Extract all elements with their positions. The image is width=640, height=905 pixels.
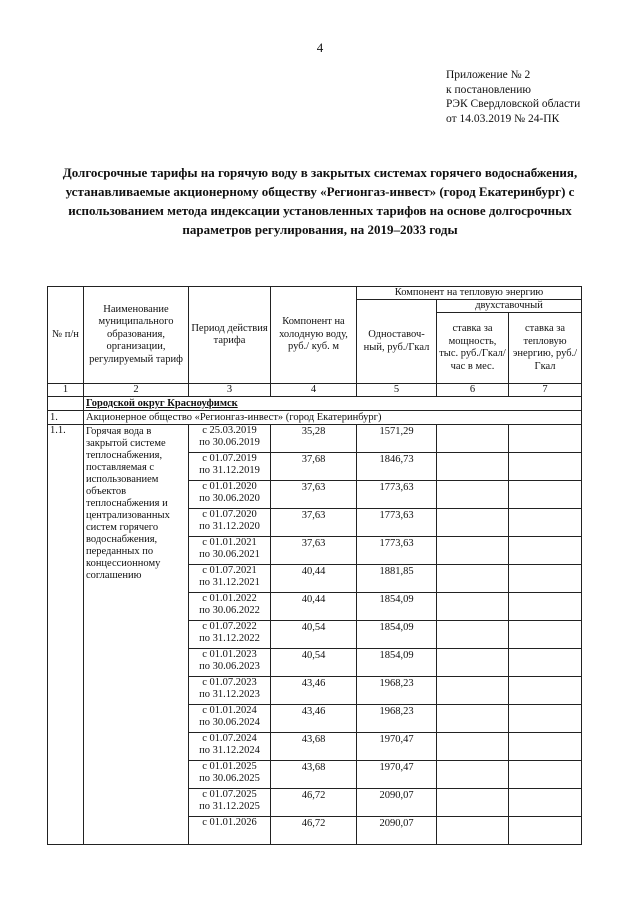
organization-row	[48, 411, 582, 425]
period-cell	[189, 565, 271, 593]
header-cold-water: Компонент на холодную воду, руб./ куб. м	[271, 287, 357, 384]
energy-rate-value	[509, 817, 582, 845]
period-to: по 31.12.2020	[199, 521, 260, 532]
col-number: 1	[48, 384, 84, 397]
period-to: по 31.12.2023	[199, 689, 260, 700]
appendix-block	[446, 68, 580, 126]
capacity-rate-value	[437, 733, 509, 761]
capacity-rate-value	[437, 481, 509, 509]
header-heat-component: Компонент на тепловую энергию	[357, 287, 582, 300]
capacity-rate-value	[437, 705, 509, 733]
cold-water-value: 40,44	[271, 565, 357, 593]
one-rate-value: 1854,09	[357, 593, 437, 621]
cold-water-value: 46,72	[271, 817, 357, 845]
header-row	[48, 287, 582, 300]
period-from: с 01.07.2025	[202, 789, 257, 800]
capacity-rate-value	[437, 425, 509, 453]
one-rate-value: 1773,63	[357, 537, 437, 565]
period-from: с 01.07.2021	[202, 565, 257, 576]
capacity-rate-value	[437, 761, 509, 789]
one-rate-value: 2090,07	[357, 789, 437, 817]
period-to: по 30.06.2025	[199, 773, 260, 784]
item-num: 1.1.	[48, 425, 84, 845]
appendix-line: от 14.03.2019 № 24-ПК	[446, 112, 560, 125]
period-to: по 30.06.2021	[199, 549, 260, 560]
appendix-line: к постановлению	[446, 83, 531, 96]
energy-rate-value	[509, 705, 582, 733]
capacity-rate-value	[437, 677, 509, 705]
one-rate-value: 1773,63	[357, 509, 437, 537]
energy-rate-value	[509, 649, 582, 677]
energy-rate-value	[509, 621, 582, 649]
cold-water-value: 43,46	[271, 705, 357, 733]
cold-water-value: 40,54	[271, 621, 357, 649]
period-cell	[189, 509, 271, 537]
group-num	[48, 397, 84, 411]
cold-water-value: 43,68	[271, 761, 357, 789]
item-description: Горячая вода в закрытой системе теплоснабжения, поставляемая с использованием объектов теплоснабжения и централизованных систем горячего водоснабжения, переданных по концессионному соглашению	[84, 425, 189, 845]
period-cell	[189, 705, 271, 733]
cold-water-value: 43,46	[271, 677, 357, 705]
energy-rate-value	[509, 537, 582, 565]
col-number: 5	[357, 384, 437, 397]
capacity-rate-value	[437, 621, 509, 649]
tariff-table	[47, 286, 582, 845]
energy-rate-value	[509, 509, 582, 537]
period-cell	[189, 677, 271, 705]
period-cell	[189, 733, 271, 761]
one-rate-value: 1773,63	[357, 481, 437, 509]
capacity-rate-value	[437, 649, 509, 677]
header-period: Период действия тарифа	[189, 287, 271, 384]
one-rate-value: 1881,85	[357, 565, 437, 593]
period-from: с 01.01.2020	[202, 481, 257, 492]
cold-water-value: 40,44	[271, 593, 357, 621]
header-two-rate: двухставочный	[437, 300, 582, 313]
period-cell	[189, 537, 271, 565]
period-cell	[189, 817, 271, 845]
col-number: 6	[437, 384, 509, 397]
cold-water-value: 37,63	[271, 509, 357, 537]
org-name: Акционерное общество «Регионгаз-инвест» (город Екатеринбург)	[84, 411, 582, 425]
energy-rate-value	[509, 677, 582, 705]
col-number: 3	[189, 384, 271, 397]
one-rate-value: 1970,47	[357, 761, 437, 789]
appendix-line: Приложение № 2	[446, 69, 531, 81]
period-to: по 30.06.2020	[199, 493, 260, 504]
cold-water-value: 37,68	[271, 453, 357, 481]
group-name: Городской округ Красноуфимск	[84, 397, 582, 411]
period-to: по 30.06.2023	[199, 661, 260, 672]
page-number: 4	[316, 40, 324, 55]
energy-rate-value	[509, 453, 582, 481]
energy-rate-value	[509, 481, 582, 509]
period-to: по 30.06.2024	[199, 717, 260, 728]
header-num: № п/н	[48, 287, 84, 384]
period-from: с 01.07.2020	[202, 509, 257, 520]
appendix-line: РЭК Свердловской области	[446, 98, 581, 110]
one-rate-value: 1854,09	[357, 649, 437, 677]
period-from: с 01.01.2024	[202, 705, 257, 716]
period-to: по 30.06.2022	[199, 605, 260, 616]
capacity-rate-value	[437, 509, 509, 537]
period-cell	[189, 761, 271, 789]
cold-water-value: 35,28	[271, 425, 357, 453]
header-name: Наименование муниципального образования, организации, регулируемый тариф	[84, 287, 189, 384]
tariff-row	[48, 425, 582, 453]
one-rate-value: 1968,23	[357, 705, 437, 733]
cold-water-value: 46,72	[271, 789, 357, 817]
capacity-rate-value	[437, 537, 509, 565]
cold-water-value: 37,63	[271, 537, 357, 565]
header-energy-rate: ставка за тепловую энергию, руб./Гкал	[509, 313, 582, 384]
period-from: с 01.07.2019	[202, 453, 257, 464]
period-from: с 01.07.2024	[202, 733, 257, 744]
header-one-rate: Одноставоч-ный, руб./Гкал	[357, 300, 437, 384]
capacity-rate-value	[437, 565, 509, 593]
one-rate-value: 1571,29	[357, 425, 437, 453]
period-to: по 31.12.2019	[199, 465, 260, 476]
capacity-rate-value	[437, 593, 509, 621]
one-rate-value: 2090,07	[357, 817, 437, 845]
period-from: с 01.01.2022	[202, 593, 257, 604]
cold-water-value: 40,54	[271, 649, 357, 677]
period-from: с 01.01.2026	[202, 817, 257, 828]
energy-rate-value	[509, 761, 582, 789]
one-rate-value: 1854,09	[357, 621, 437, 649]
period-cell	[189, 453, 271, 481]
period-from: с 01.01.2025	[202, 761, 257, 772]
period-cell	[189, 621, 271, 649]
period-cell	[189, 481, 271, 509]
document-title: Долгосрочные тарифы на горячую воду в закрытых системах горячего водоснабжения, устанавливаемые акционерному обществу «Регионгаз-инвест» (город Екатеринбург) с использованием метода индексации установленных тарифов на основе долгосрочных параметров регулирования, на 2019–2033 годы	[62, 165, 578, 237]
energy-rate-value	[509, 789, 582, 817]
period-cell	[189, 649, 271, 677]
column-number-row	[48, 384, 582, 397]
cold-water-value: 43,68	[271, 733, 357, 761]
capacity-rate-value	[437, 817, 509, 845]
period-from: с 01.01.2023	[202, 649, 257, 660]
period-to: по 31.12.2022	[199, 633, 260, 644]
energy-rate-value	[509, 593, 582, 621]
period-cell	[189, 425, 271, 453]
org-num: 1.	[48, 411, 84, 425]
period-from: с 01.01.2021	[202, 537, 257, 548]
capacity-rate-value	[437, 453, 509, 481]
header-capacity-rate: ставка за мощность, тыс. руб./Гкал/ час в мес.	[437, 313, 509, 384]
group-row	[48, 397, 582, 411]
one-rate-value: 1968,23	[357, 677, 437, 705]
period-cell	[189, 789, 271, 817]
energy-rate-value	[509, 425, 582, 453]
one-rate-value: 1970,47	[357, 733, 437, 761]
period-from: с 01.07.2022	[202, 621, 257, 632]
col-number: 7	[509, 384, 582, 397]
one-rate-value: 1846,73	[357, 453, 437, 481]
period-to: по 31.12.2021	[199, 577, 260, 588]
capacity-rate-value	[437, 789, 509, 817]
period-cell	[189, 593, 271, 621]
period-to: по 31.12.2025	[199, 801, 260, 812]
period-to: по 30.06.2019	[199, 437, 260, 448]
energy-rate-value	[509, 565, 582, 593]
period-to: по 31.12.2024	[199, 745, 260, 756]
period-from: с 25.03.2019	[202, 425, 257, 436]
col-number: 2	[84, 384, 189, 397]
energy-rate-value	[509, 733, 582, 761]
period-from: с 01.07.2023	[202, 677, 257, 688]
cold-water-value: 37,63	[271, 481, 357, 509]
col-number: 4	[271, 384, 357, 397]
